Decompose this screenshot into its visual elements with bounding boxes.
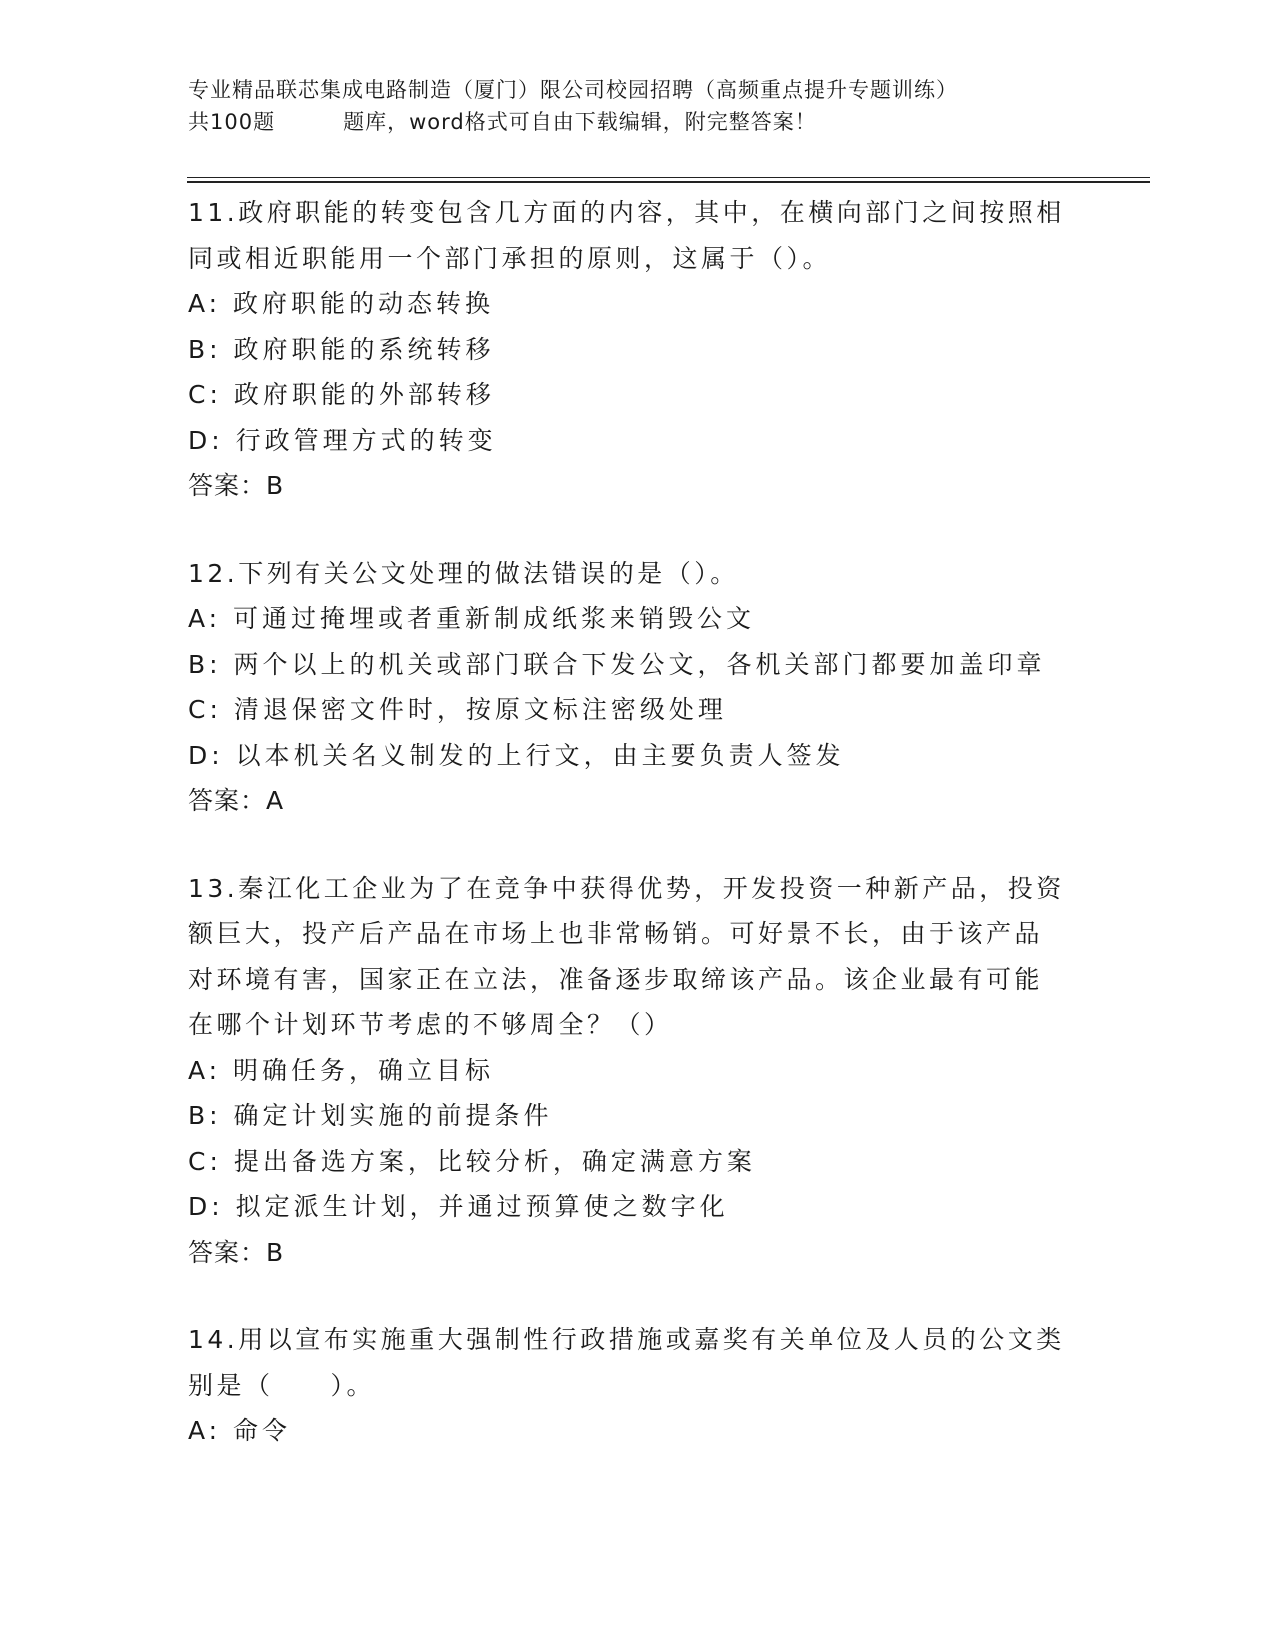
header-divider-thick [187, 181, 1150, 183]
option-d: D: 以本机关名义制发的上行文，由主要负责人签发 [188, 740, 845, 770]
question-stem-line: 13.秦江化工企业为了在竞争中获得优势，开发投资一种新产品，投资 [188, 873, 1065, 903]
question-list [188, 190, 1088, 1496]
question-13 [188, 866, 1088, 1276]
question-stem-line: 12.下列有关公文处理的做法错误的是（）。 [188, 558, 739, 588]
answer: 答案：B [188, 1237, 285, 1267]
question-14 [188, 1317, 1088, 1454]
question-stem-line: 11.政府职能的转变包含几方面的内容，其中，在横向部门之间按照相 [188, 198, 1065, 227]
question-12 [188, 551, 1088, 824]
option-b: B: 两个以上的机关或部门联合下发公文，各机关部门都要加盖印章 [188, 649, 1046, 679]
question-11 [188, 190, 1088, 509]
header-subtitle [188, 106, 1068, 138]
document-header [188, 74, 1068, 138]
option-d: D: 行政管理方式的转变 [188, 425, 497, 455]
question-stem-line: 同或相近职能用一个部门承担的原则，这属于（）。 [188, 243, 832, 273]
option-b: B: 确定计划实施的前提条件 [188, 1101, 553, 1130]
question-stem-line: 额巨大，投产后产品在市场上也非常畅销。可好景不长，由于该产品 [188, 919, 1044, 948]
question-count: 共100题 [188, 110, 276, 134]
answer: 答案：B [188, 471, 285, 500]
header-title: 专业精品联芯集成电路制造（厦门）限公司校园招聘（高频重点提升专题训练） [188, 78, 958, 102]
option-a: A: 政府职能的动态转换 [188, 289, 495, 318]
option-c: C: 清退保密文件时，按原文标注密级处理 [188, 695, 727, 724]
option-b: B: 政府职能的系统转移 [188, 334, 495, 364]
option-a: A: 明确任务，确立目标 [188, 1055, 495, 1085]
option-c: C: 提出备选方案，比较分析，确定满意方案 [188, 1146, 756, 1176]
question-stem-line: 在哪个计划环节考虑的不够周全？（） [188, 1010, 673, 1039]
header-divider-thin [187, 177, 1150, 178]
question-stem-line: 别是（ ）。 [188, 1370, 376, 1400]
answer: 答案：A [188, 786, 285, 815]
option-c: C: 政府职能的外部转移 [188, 380, 495, 409]
option-a: A: 命令 [188, 1416, 292, 1445]
option-a: A: 可通过掩埋或者重新制成纸浆来销毁公文 [188, 604, 756, 633]
option-d: D: 拟定派生计划，并通过预算使之数字化 [188, 1192, 729, 1221]
header-description: 题库，word格式可自由下载编辑，附完整答案！ [343, 110, 817, 134]
question-stem-line: 对环境有害，国家正在立法，准备逐步取缔该产品。该企业最有可能 [188, 964, 1044, 994]
question-stem-line: 14.用以宣布实施重大强制性行政措施或嘉奖有关单位及人员的公文类 [188, 1325, 1065, 1354]
